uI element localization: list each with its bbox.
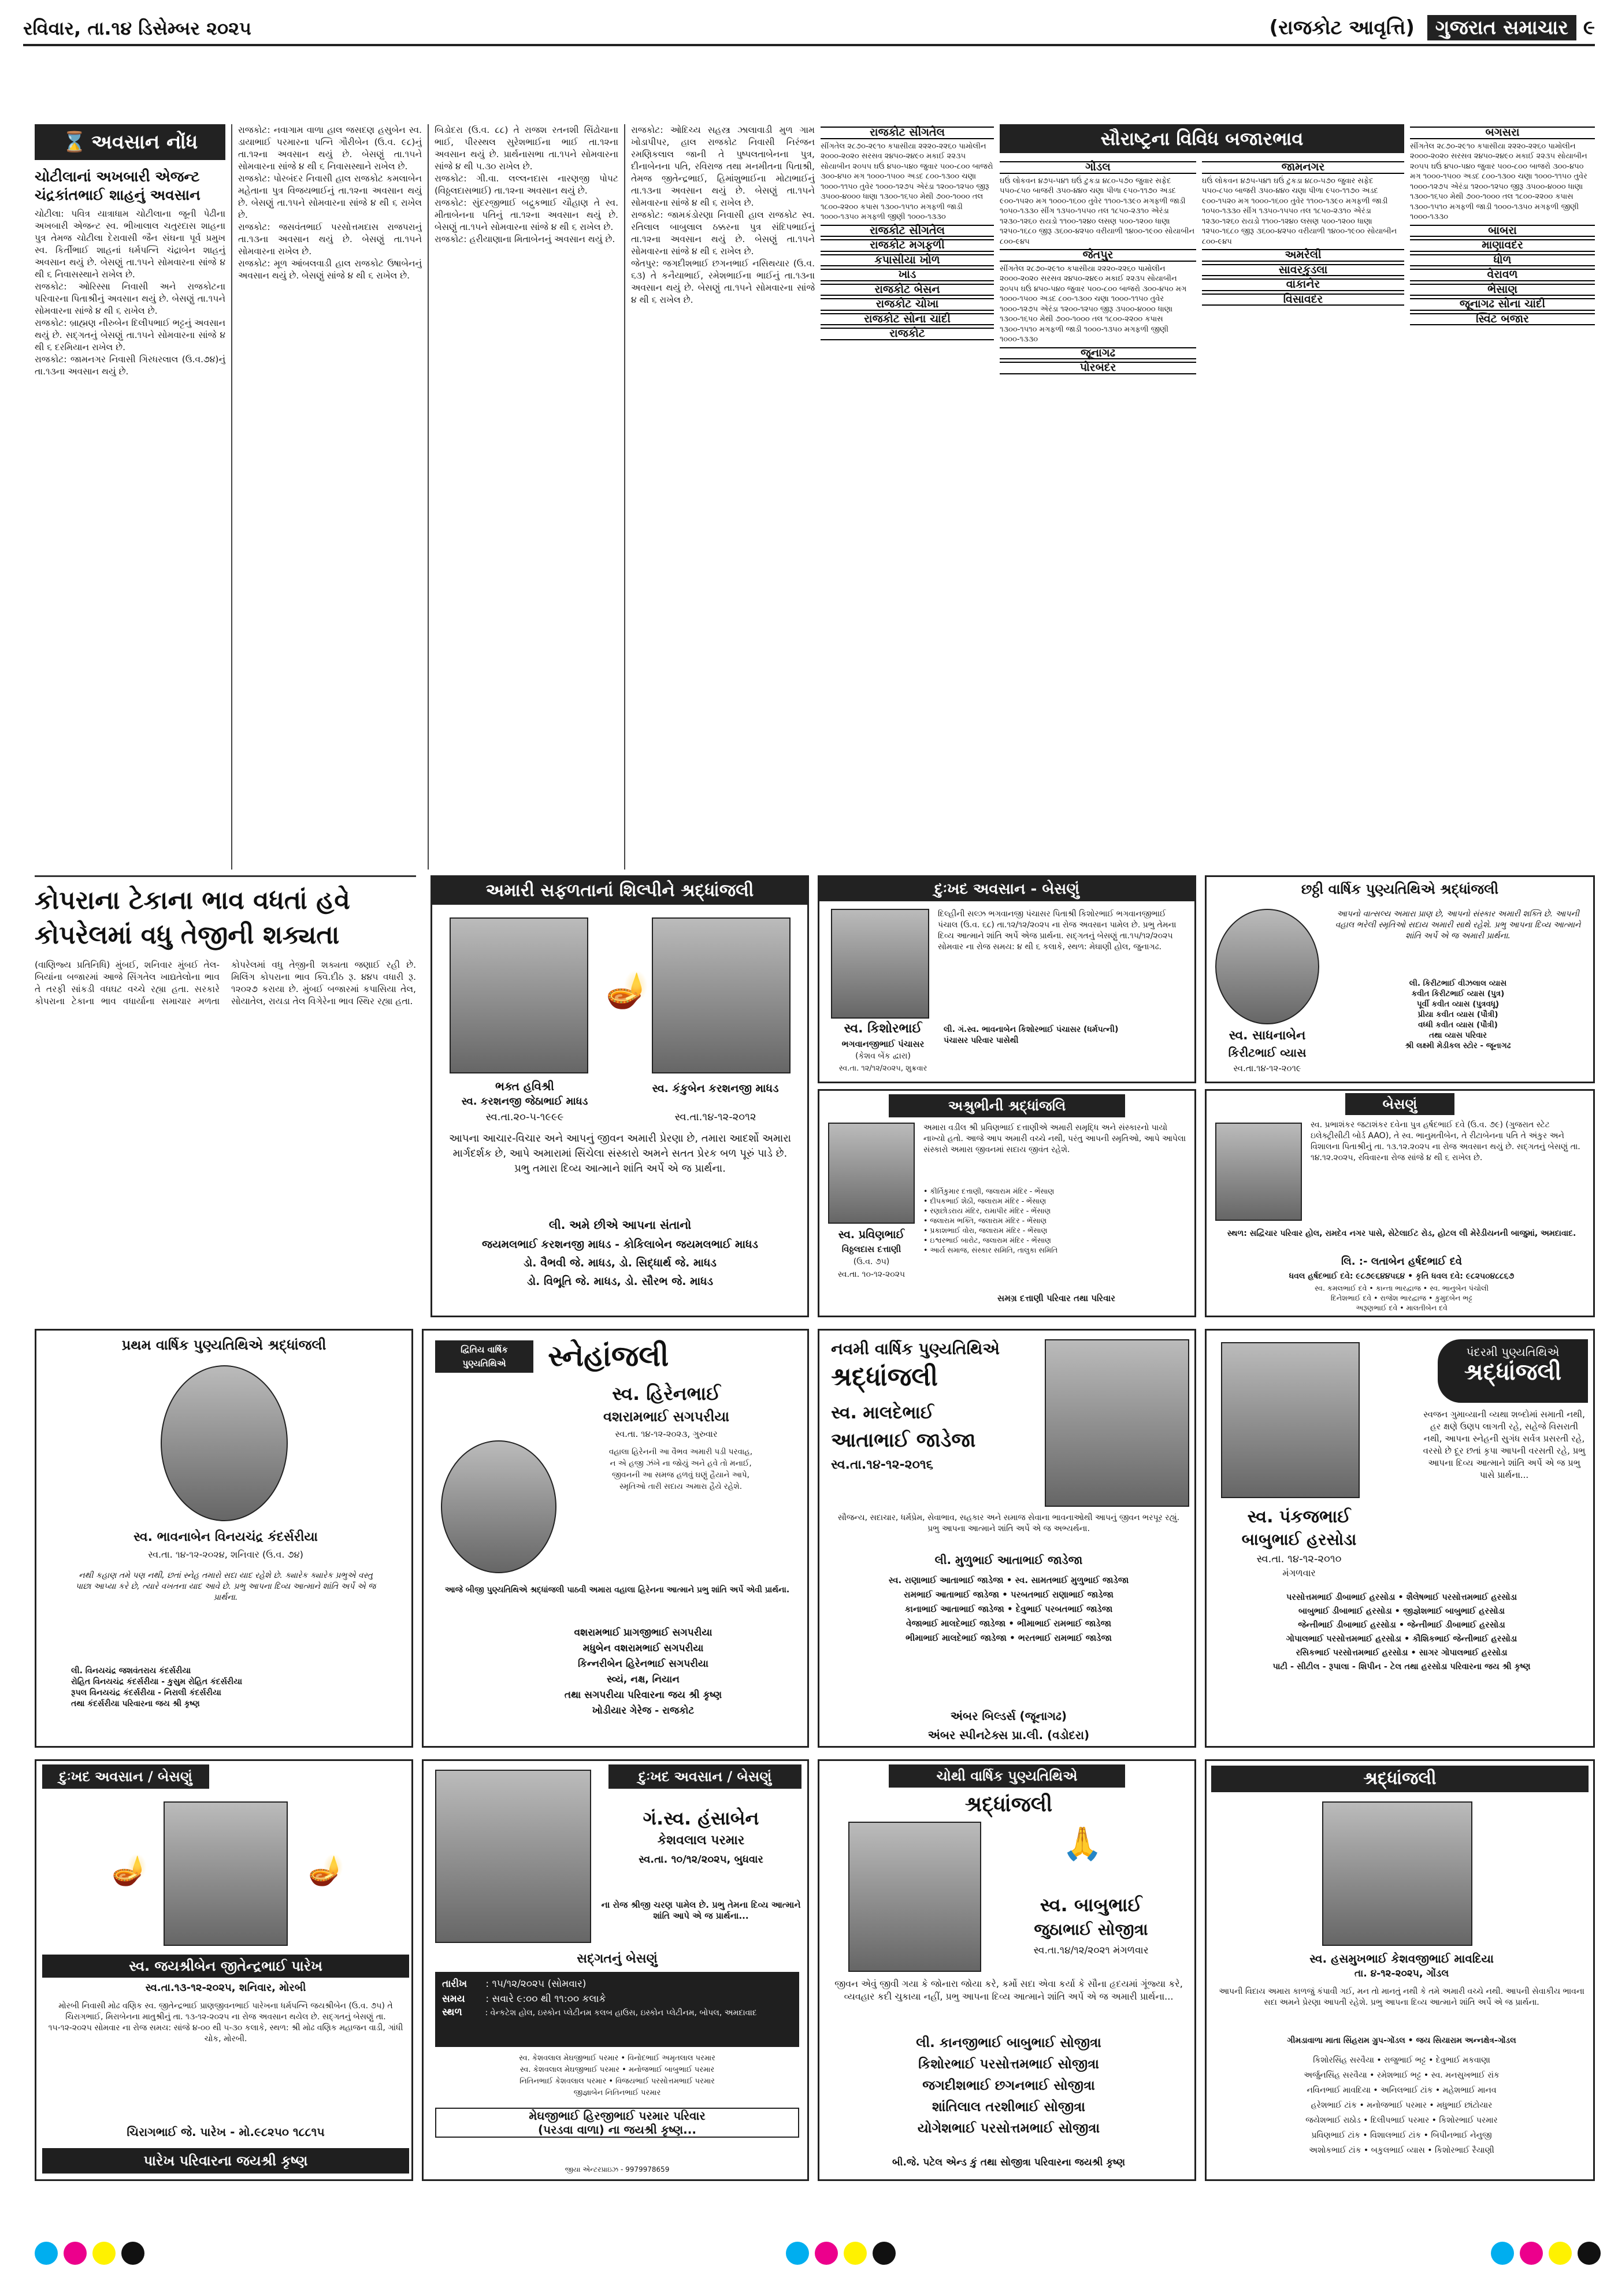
registration-mark-black (121, 2242, 144, 2265)
harshad-phones: ધવલ હર્ષદભાઈ દવે: ૯૮૭૯૬૪૪૫૬૪ • કૃતિ ધવલ દવે: ૯૮૨૫૦૪૮૮૬૭ (1289, 1272, 1515, 1281)
photo-pankajbhai (1221, 1342, 1360, 1498)
pravinbhai-ad (818, 1089, 1196, 1317)
malde-title: શ્રદ્ધાંજલી (831, 1362, 938, 1392)
jayshree-text: મોરબી નિવાસી મોઢ વણિક સ્વ. જીતેન્દ્રભાઈ પ્રાણજીવનભાઈ પારેખના ધર્મપત્નિ જયશ્રીબેન (ઉ.વ. ૭૫) તે ચિરાગભાઈ, મિરાબેનના માતુશ્રીનું તા. ૧૩-૧૨-૨૦૨૫ ના રોજ અવસાન થયેલ છે. સદ્ગતનું બેસણું તા. ૧૫-૧૨-૨૦૨૫ સોમવાર ના રોજ સમય: સાંજે ૪-૦૦ થી ૫-૩૦ કલાકે, સ્થળ: શ્રી મોઢ વણિક મહાજન વાડી, ગાંધી ચોક, મોરબી. (48, 2001, 403, 2044)
babu-footer: બી.જે. પટેલ એન્ડ કું તથા સોજીત્રા પરિવારના જયશ્રી કૃષ્ણ (892, 2157, 1126, 2168)
market-section: રાજકોટ (821, 328, 994, 340)
hansa-date-val: ૧૫/૧૨/૨૦૨૫ (સોમવાર) (492, 1978, 587, 1990)
harshad-names: સ્વ. કમલભાઈ દવે • કાન્તા ભારદ્વાજ • સ્વ. ભાનુબેન પંચોલી દિનેશભાઈ દવે • રાજેશ ભારદ્વાજ • કુમુદબેન ભટ્ટ અરૂણભાઈ દવે • માલતીબેન દવે (1314, 1284, 1489, 1312)
market-rates: ઘઉં લોકવન ૪૭૫-૫૪૧ ઘઉં ટુકડા ૪૮૦-૫૭૦ જુવાર સફેદ ૫૫૦-૮૫૦ બાજરી ૩૫૦-૪૪૦ ચણા પીળા ૯૫૦-૧૧૭૦ અડદ ૯૦૦-૧૫૨૦ મગ ૧૦૦૦-૧૬૦૦ તુવેર ૧૧૦૦-૧૩૯૦ મગફળી જાડી ૧૦૫૦-૧૩૩૦ સીંગ ૧૩૫૦-૧૫૫૦ તલ ૧૮૫૦-૨૩૧૦ એરંડા ૧૨૩૦-૧૨૬૦ રાયડો ૧૧૦૦-૧૨૪૦ લસણ ૫૦૦-૧૨૦૦ ધાણા ૧૨૫૦-૧૬૮૦ જીરૂ ૩૬૦૦-૪૨૫૦ વરીયાળી ૧૪૦૦-૧૯૦૦ સોયાબીન ૮૦૦-૯૪૫ (1202, 176, 1397, 246)
hiren-name: સ્વ. હિરેનભાઈ (612, 1383, 721, 1405)
market-section: વિસાવદર (1202, 293, 1404, 306)
hasmukh-place: ગીમડાવાળા માતા સિંહરામ ગ્રુપ-ગોંડલ • જય સિયારામ અન્નક્ષેત્ર-ગોંડલ (1287, 2036, 1516, 2045)
karshanji-title: ભક્ત હવિશ્રી (495, 1079, 555, 1093)
hasmukh-name: સ્વ. હસમુખભાઈ કેશવજીભાઈ માવદિયા (1309, 1952, 1494, 1966)
hansa-place-val: વેન્કટેશ હોલ, ઇસ્કોન પ્લેટીનમ કલબ હાઉસ, ઇસ્કોન પ્લેટીનમ, બોપલ, અમદાવાદ (490, 2008, 757, 2018)
tribute-sign-lead: લી. અમે છીએ આપના સંતાનો (548, 1218, 692, 1232)
hansa-date: સ્વ.તા. ૧૦/૧૨/૨૦૨૫, બુધવાર (639, 1853, 763, 1866)
hansa-place-label: સ્થળ (442, 2007, 462, 2018)
harshadbhai-ad (1205, 1089, 1595, 1317)
hansa-sign: સ્વ. કેશવલાલ મેઘજીભાઈ પરમાર • વિનોદભાઈ અમૃતલાલ પરમાર સ્વ. કેશવલાલ મેઘજીભાઈ પરમાર • મનોજભાઈ બાબુભાઈ પરમાર નિતિનભાઈ કેશવલાલ પરમાર • વિજયભાઈ પરસોત્તમભાઈ પરમાર જીજ્ઞાબેન નિતિનભાઈ પરમાર (519, 2054, 715, 2097)
registration-mark-black (1578, 2242, 1601, 2265)
photo-hasmukhbhai (1322, 1801, 1472, 1946)
kishor-sign: લી. ગં.સ્વ. ભાવનાબેન કિશોરભાઈ પંચાસર (ધર્મપત્ની) પંચાસર પરિવાર પાસેથી (944, 1025, 1119, 1045)
sadhanaben-name2: કિરીટભાઈ વ્યાસ (1228, 1046, 1307, 1060)
kankuben-name: સ્વ. કંકુબેન કરશનજી માધડ (652, 1082, 779, 1095)
market-section: પોરબંદર (1000, 362, 1196, 374)
header-date: રવિવાર, તા.૧૪ ડિસેમ્બર ૨૦૨૫ (23, 17, 251, 39)
jayshree-banner: દુઃખદ અવસાન / બેસણું (42, 1764, 209, 1789)
hiren-name2: વશરામભાઈ સગપરીયા (603, 1409, 729, 1425)
harshad-text: સ્વ. પ્રભાશંકર જટાશંકર દવેના પુત્ર હર્ષદભાઈ દવે (ઉ.વ. ૭૯) (ગુજરાત સ્ટેટ ઇલેક્ટ્રીસીટી બોર્ડ AAO), તે સ્વ. ભાનુમતીબેન, તે રીટાબેનના પતિ તે અંકુર અને વિશાલના પિતાશ્રીનું તા. ૧૩.૧૨.૨૦૨૫ ના રોજ અવસાન થયું છે. સદ્ગતનું બેસણું તા. ૧૪.૧૨.૨૦૨૫, રવિવારના રોજ સાંજે ૪ થી ૬ રાખેલ છે. (1311, 1120, 1580, 1162)
photo-kankuben (652, 917, 791, 1073)
pravin-list: • કીર્તિકુમાર દત્તાણી, જલારામ મંદિર - ભેંસાણ • દીપકભાઈ શેઠી, જલારામ મંદિર - ભેંસાણ • રણછોડરાય મંદિર, રામાપીર મંદિર - ભેંસાણ • જલારામ ભક્તિ, જલારામ મંદિર - ભેંસાણ • પ્રકાશભાઈ વોરા, જલારામ મંદિર - ભેંસાણ • ઇશ્વરભાઈ બારોટ, જલારામ મંદિર - ભેંસાણ • આર્ય સમાજ, સંસ્કાર સમિતિ, તાલુકા સમિતિ (923, 1187, 1058, 1254)
babu-title: શ્રદ્ધાંજલી (964, 1793, 1053, 1816)
bhavnaben-text: નથી કહાણ તમે પણ નથી, છતાં સ્નેહ તમારો સદા યાદ રહેશે છે. ક્યારેક ક્યારેક પ્રભુએ વસ્તુ પાછા આપ્યા કરે છે, ત્યારે વખતના યાદ આવે છે. પ્રભુ આપના દિવ્ય આત્માને શાંતિ અર્પે એ જ પ્રાર્થના. (75, 1571, 376, 1602)
market-title: સૌરાષ્ટ્રના વિવિધ બજારભાવ (1000, 124, 1404, 153)
hiren-heading: દ્વિતિય વાર્ષિક પુણ્યતિથિએ (435, 1340, 533, 1373)
obit-column-2: રાજકોટ: નવાગામ વાળા હાલ જસદણ હસુબેન સ્વ. ડાયાભાઈ પરમારના પત્નિ ગૌરીબેન (ઉ.વ. ૯૮)નું તા.૧૨ના અવસાન થયું છે. બેસણું તા.૧૫ને સોમવારના સાંજે ૪ થી ૬ નિવાસસ્થાને રાખેલ છે. રાજકોટ: પોરબંદર નિવાસી હાલ રાજકોટ કમલાબેન મહેતાના પુત્ર વિજયભાઈનું તા.૧૨ના અવસાન થયું છે. બેસણું તા.૧૫ને સોમવારના સાંજે ૪ થી ૬ રાખેલ છે. રાજકોટ: જસવંતભાઈ પરસોત્તમદાસ રાજપરાનું તા.૧૩ના અવસાન થયું છે. બેસણું તા.૧૫ને સોમવારના રાખેલ છે. રાજકોટ: મૂળ આંબલવાડી હાલ રાજકોટ ઉષાબેનનું અવસાન થયું છે. બેસણું સાંજે ૪ થી ૬ રાખેલ છે. (238, 125, 422, 281)
hasmukhbhai-ad (1205, 1759, 1595, 2181)
hasmukh-names: કિશોરસિંહ સરવૈયા • રાજુભાઈ ભટ્ટ • દેવુભાઈ મકવાણા અર્જુનસિંહ સરવૈયા • રમેશભાઈ ભટ્ટ • સ્વ. મનસુખભાઈ રાંક નવિનભાઈ માવદિયા • અનિલભાઈ ટાંક • મહેશભાઈ માનવ હરેશભાઈ ટાંક • મનોજભાઈ પરમાર • મધુભાઈ છાંટોયાર જયેશભાઈ રાઠોડ • દિલીપભાઈ પરમાર • કિશોરભાઈ પરમાર પ્રવિણભાઈ ટાંક • વિશાલભાઈ ટાંક • બિપીનભાઈ નેનુજી અશોકભાઈ ટાંક • બકુલભાઈ વ્યાસ • કિશોરભાઈ રૈયાણી (1304, 2056, 1500, 2155)
market-section: જેતપુર (1000, 249, 1196, 262)
market-section: વેરાવળ (1410, 269, 1595, 281)
market-section: ભેંસાણ (1410, 284, 1595, 296)
jayshreeben-ad (35, 1759, 413, 2181)
market-section: સ્વિટ બજાર (1410, 313, 1595, 326)
pravin-name2: વિઠ્ઠલદાસ દત્તાણી (841, 1244, 901, 1254)
kankuben-date: સ્વ.તા.૧૪-૧૨-૨૦૧૨ (674, 1111, 756, 1123)
maldebhai-ad (818, 1329, 1196, 1748)
obit-heading-box (35, 124, 225, 160)
header-right (1270, 16, 1595, 39)
hansa-footer: મેઘજીભાઈ હિરજીભાઈ પરમાર પરિવાર (પરડવા વાળા) ના જયશ્રી કૃષ્ણ... (435, 2108, 799, 2138)
jayshree-footer: પારેખ પરિવારના જયશ્રી કૃષ્ણ (42, 2148, 409, 2174)
pankaj-date: સ્વ.તા. ૧૪-૧૨-૨૦૧૦ (1256, 1553, 1342, 1565)
registration-mark-cyan (786, 2242, 809, 2265)
registration-mark-magenta (815, 2242, 838, 2265)
pankaj-day: મંગળવાર (1282, 1567, 1316, 1578)
market-section: રાજકોટ સીંગતેલ (821, 127, 994, 139)
harshad-place: સ્થળ: સદ્વિચાર પરિવાર હોલ, રામદેવ નગર પાસે, સેટેલાઈટ રોડ, હોટલ લી મેરેડીયનની બાજુમાં, અમદાવાદ. (1227, 1229, 1576, 1238)
babu-banner: ચોથી વાર્ષિક પુણ્યતિથિએ (889, 1764, 1125, 1788)
sadhanaben-sign: લી. કિરીટભાઈ વીઝલાલ વ્યાસ કવીત કિરીટભાઈ વ્યાસ (પુત્ર) પૂર્વી કવીત વ્યાસ (પુત્રવધૂ) પ્રીયા કવીત વ્યાસ (પૌત્રી) વધ્ધી કવીત વ્યાસ (પૌત્રી) તથા વ્યાસ પરિવાર શ્રી લક્ષ્મી મેડીકલ સ્ટોર - જૂનાગઢ (1405, 979, 1511, 1050)
photo-harshadbhai (1215, 1123, 1302, 1221)
kishor-banner: દુઃખદ અવસાન - બેસણું (819, 877, 1194, 901)
market-section: બાબરા (1410, 225, 1595, 237)
market-section: રાજકોટ સીંગતેલ (821, 225, 994, 237)
pravin-sign: સમગ્ર દત્તાણી પરિવાર તથા પરિવાર (997, 1293, 1115, 1303)
pankaj-title: શ્રદ્ધાંજલી (1464, 1359, 1562, 1385)
photo-hansaben (435, 1770, 591, 1943)
malde-sign: સ્વ. રાણાભાઈ આતાભાઈ જાડેજા • સ્વ. સામતભાઈ મુળુભાઈ જાડેજા રામભાઈ આતાભાઈ જાડેજા • પરબતભાઈ રાણાભાઈ જાડેજા કાનાભાઈ આતાભાઈ જાડેજા • દેવુભાઈ પરબતભાઈ જાડેજા વેજાભાઈ માલદેભાઈ જાડેજા • ભીમાભાઈ રામભાઈ જાડેજા ભીમાભાઈ માલદેભાઈ જાડેજા • ભરતભાઈ રામભાઈ જાડેજા (888, 1575, 1129, 1643)
photo-pravinbhai (828, 1123, 915, 1224)
section-rule (35, 875, 416, 877)
hansa-besanu-table: તારીખ : ૧૫/૧૨/૨૦૨૫ (સોમવાર) સમય : સવારે ૯:૦૦ થી ૧૧:૦૦ કલાકે સ્થળ : વેન્કટેશ હોલ, ઇસ્કોન પ્લેટીનમ કલબ હાઉસ, ઇસ્કોન પ્લેટીનમ, બોપલ, અમદાવાદ (435, 1972, 799, 2047)
photo-sadhanaben (1215, 909, 1319, 1024)
hiren-line: આજે બીજી પુણ્યતિથિએ શ્રદ્ધાંજલી પાઠવી અમારા વહાલા હિરેનના આત્માને પ્રભુ શાંતિ અર્પે એવી પ્રાર્થના. (444, 1585, 790, 1595)
market-rates: સીંગતેલ ૨૮૭૦-૨૯૧૦ કપાસીયા ૨૨૨૦-૨૨૬૦ પામોલીન ૨૦૦૦-૨૦૨૦ સરસવ ૨૪૫૦-૨૪૯૦ મકાઈ ૨૨૩૫ સોયાબીન ૨૦૫૫ ઘઉં ૪૫૦-૫૪૦ જુવાર ૫૦૦-૮૦૦ બાજરો ૩૦૦-૪૫૦ મગ ૧૦૦૦-૧૫૦૦ અડદ ૮૦૦-૧૩૦૦ ચણા ૧૦૦૦-૧૧૫૦ તુવેર ૧૦૦૦-૧૨૭૫ એરંડા ૧૨૦૦-૧૨૫૦ જીરૂ ૩૫૦૦-૪૦૦૦ ધાણા ૧૩૦૦-૧૬૫૦ મેથી ૭૦૦-૧૦૦૦ તલ ૧૮૦૦-૨૨૦૦ કપાસ ૧૩૦૦-૧૫૧૦ મગફળી જાડી ૧૦૦૦-૧૩૫૦ મગફળી જીણી ૧૦૦૦-૧૩૩૦ (821, 142, 993, 221)
hansa-credit: જીયા એન્ટરપ્રાઇઝ - 9979978659 (565, 2165, 670, 2174)
pravin-age: (ઉ.વ. ૭૫) (853, 1257, 890, 1266)
sadhanaben-text: આપનો વાત્સલ્ય અમારા પ્રાણ છે, આપનો સંસ્કાર અમારી શક્તિ છે. આપની વહાલ ભરેલી સ્મૃતિઓ સદાય અમારી સાથે રહેશે. પ્રભુ આપના દિવ્ય આત્માને શાંતિ અર્પે એ જ અમારી પ્રાર્થના. (1335, 909, 1581, 941)
tribute-banner: અમારી સફળતાનાં શિલ્પીને શ્રદ્ધાંજલી (432, 877, 807, 905)
bhavnaben-ad (35, 1329, 413, 1748)
pankaj-heading: પંદરમી પુણ્યતિથિએ (1466, 1345, 1560, 1359)
market-section: માણાવદર (1410, 239, 1595, 252)
photo-hirenbhai (441, 1440, 556, 1573)
hiren-sign: વશરામભાઈ પ્રાગજીભાઈ સગપરીયા મધુબેન વશરામભાઈ સગપરીયા કિન્નરીબેન હિરેનભાઈ સગપરીયા સ્વ્યં, નક્ષ, નિયાન તથા સગપરીયા પરિવારના જય શ્રી કૃષ્ણ ખોડીયાર ગેરેજ - રાજકોટ (564, 1627, 722, 1717)
hansa-time-val: સવારે ૯:૦૦ થી ૧૧:૦૦ કલાકે (492, 1993, 606, 2005)
kishor-date: સ્વ.તા. ૧૨/૧૨/૨૦૨૫, શુક્રવાર (838, 1064, 927, 1073)
hansa-text: ના રોજ શ્રીજી ચરણ પામેલ છે. પ્રભુ તેમના દિવ્ય આત્માને શાંતિ આપે એ જ પ્રાર્થના... (601, 1900, 801, 1921)
registration-mark-black (873, 2242, 896, 2265)
market-section: ધોળ (1410, 254, 1595, 267)
tribute-sign: જયમલભાઈ કરશનજી માધડ - કોકિલાબેન જયમલભાઈ માધડ ડો. વૈભવી જે. માધડ, ડો. સિદ્ધાર્થ જે. માધડ ડો. વિભૂતિ જે. માધડ, ડો. સૌરભ જે. માધડ (482, 1238, 758, 1288)
lamp-icon-right: 🪔 (308, 1853, 344, 1887)
market-section: વાંકાનેર (1202, 278, 1404, 291)
malde-name2: આતાભાઈ જાડેજા (831, 1429, 976, 1452)
malde-footer-1: અંબર બિલ્ડર્સ (જૂનાગઢ) (950, 1709, 1067, 1723)
hansa-banner: દુઃખદ અવસાન / બેસણું (608, 1764, 801, 1789)
hasmukh-date: તા. ૪-૧૨-૨૦૨૫, ગોંડલ (1354, 1968, 1449, 1979)
hiren-title: સ્નેહાંજલી (548, 1339, 669, 1373)
hiren-date: સ્વ.તા. ૧૪-૧૨-૨૦૨૩, ગુરુવાર (615, 1429, 718, 1439)
market-section: બગસરા (1410, 127, 1595, 139)
pankaj-poem: સ્વજન ગુમાવ્યાની વ્યથા શબ્દોમાં સમાતી નથી, હર ક્ષણે ઉણપ લાગતી રહે, સહેજે વિસરાતી નથી, આપના સ્નેહની સુગંધ સર્વત્ર પ્રસરતી રહે, વરસો છે દૂર છતાં કૃપા આપની વરસતી રહે, પ્રભુ આપના દિવ્ય આત્માને શાંતિ અર્પે એ જ પ્રભુ પાસે પ્રાર્થના... (1423, 1409, 1586, 1480)
lamp-icon-left: 🪔 (112, 1853, 148, 1887)
hansa-name: ગં.સ્વ. હંસાબેન (643, 1807, 759, 1829)
hasmukh-banner: શ્રદ્ધાંજલી (1211, 1766, 1589, 1792)
pravin-name: સ્વ. પ્રવિણભાઈ (838, 1228, 905, 1241)
hiren-poem: વહાલા હિરેનની આ વૈભવ અમારી પડી પરવાહ, ન એ હજી ઝંખે ના જોયું અને હવે તો મનાઈ, જીવનની આ સમજ હળવું ઘણું હૈયાને આપે, સ્મૃતિઓ તારી સદાય અમારા હૈયે રહેશે. (608, 1447, 753, 1491)
kopra-headline-2: કોપરેલમાં વધુ તેજીની શક્યતા (35, 920, 340, 950)
obit-heading: અવસાન નોંધ (91, 131, 198, 154)
market-section: અમરેલી (1202, 249, 1404, 262)
kishor-place: (કેશવ બેંક દ્વારા) (855, 1052, 911, 1061)
market-section: રાજકોટ બેસન (821, 284, 994, 296)
pravin-banner: અશ્રુભીની શ્રદ્ધાંજલિ (889, 1094, 1125, 1117)
sadhanaben-ad (1205, 875, 1595, 1083)
market-section: જૂનાગઢ સોના ચાંદી (1410, 298, 1595, 311)
harshad-sign: લિ. :- લતાબેન હર્ષદભાઈ દવે (1341, 1255, 1462, 1268)
malde-sign-lead: લી. મુળુભાઈ આતાભાઈ જાડેજા (934, 1553, 1083, 1567)
registration-mark-yellow (844, 2242, 867, 2265)
malde-footer-2: અંબર સ્પીનટેક્સ પ્રા.લી. (વડોદરા) (927, 1728, 1090, 1742)
market-section: કપાસીયા ખોળ (821, 254, 994, 267)
kishor-name2: ભગવાનજીભાઈ પંચાસર (841, 1039, 925, 1049)
babu-name: સ્વ. બાબુભાઈ (1040, 1894, 1142, 1916)
malde-heading: નવમી વાર્ષિક પુણ્યતિથિએ (831, 1339, 1000, 1358)
market-rates: ઘઉં લોકવન ૪૭૫-૫૪૧ ઘઉં ટુકડા ૪૮૦-૫૭૦ જુવાર સફેદ ૫૫૦-૮૫૦ બાજરી ૩૫૦-૪૪૦ ચણા પીળા ૯૫૦-૧૧૭૦ અડદ ૯૦૦-૧૫૨૦ મગ ૧૦૦૦-૧૬૦૦ તુવેર ૧૧૦૦-૧૩૯૦ મગફળી જાડી ૧૦૫૦-૧૩૩૦ સીંગ ૧૩૫૦-૧૫૫૦ તલ ૧૮૫૦-૨૩૧૦ એરંડા ૧૨૩૦-૧૨૬૦ રાયડો ૧૧૦૦-૧૨૪૦ લસણ ૫૦૦-૧૨૦૦ ધાણા ૧૨૫૦-૧૬૮૦ જીરૂ ૩૬૦૦-૪૨૫૦ વરીયાળી ૧૪૦૦-૧૯૦૦ સોયાબીન ૮૦૦-૯૪૫ (1000, 176, 1195, 246)
obit-column-3: બિડોદરા (ઉ.વ. ૮૮) તે રાજશ રતનશી સિંઢોચાના ભાઈ, પીરસ્થલ સુરેશભાઈના ભાઈ તા.૧૨ના અવસાન થયું છે. પ્રાર્થનાસભા તા.૧૫ને સોમવારના સાંજે ૪ થી ૫.૩૦ રાખેલ છે. રાજકોટ: ગી.વા. લલ્લનદાસ નારણજી પોપટ (વિઠ્ઠલદાસભાઈ) તા.૧૨ના અવસાન થયું છે. રાજકોટ: સુંદરજીભાઈ બદ્રુકભાઈ ચૌહાણ તે સ્વ. મીતાબેનના પતિનું તા.૧૨ના અવસાન થયું છે. બેસણું તા.૧૫ને સોમવારના સાંજે ૪ થી ૬ રાખેલ છે. રાજકોટ: હરીયાણાના મિતાબેનનું અવસાન થયું છે. (435, 125, 618, 244)
diya-icon: 🪔 (606, 970, 649, 1010)
kishor-text: દિલ્હીની સલ્ઝ ભગવાનજી પંચાસર પિતાશ્રી કિશોરભાઈ ભગવાનજીભાઈ પંચાલ (ઉ.વ. ૬૮) તા.૧૨/૧૨/૨૦૨૫ ના રોજ અવસાન પામેલ છે. પ્રભુ તેમના દિવ્ય આત્માને શાંતિ અર્પે એજ પ્રાર્થના. સદ્ગતનું બેસણું તા.૧૫/૧૨/૨૦૨૫ સોમવાર ના રોજ સમય: ૪ થી ૬ કલાકે, સ્થળ: મેઘાણી હોલ, જુનાગઢ. (938, 909, 1177, 952)
obit-column-1: ચોટીલા: પવિત્ર યાત્રાધામ ચોટીલાના જૂની પેઢીના અખબારી એજન્ટ સ્વ. ભીખાલાલ ચતુરદાસ શાહના પુત્ર તેમજ ચોટીલા દેરાવાસી જૈન સંઘના પૂર્વ પ્રમુખ સ્વ. કિર્તીભાઈ શાહનાં ધર્મપત્નિ ચંદ્રાબેન શાહનું અવસાન થયું છે. બેસણું તા.૧૫ને સોમવારના સાંજે ૪ થી ૬ નિવાસસ્થાને રાખેલ છે. રાજકોટ: ઓરિસ્સા નિવાસી અને રાજકોટના પરિવારના પિતાશ્રીનું અવસાન થયું છે. બેસણું તા.૧૫ને સોમવારના સાંજે ૪ થી ૬ રાખેલ છે. રાજકોટ: બ્રાહ્મણ નીરુબેન દિલીપભાઈ ભટ્ટનું અવસાન થયું છે. સદ્ગતનું બેસણું તા.૧૫ને સોમવારના સાંજે ૪ થી ૬ દરમિયાન રાખેલ છે. રાજકોટ: જામનગર નિવાસી ગિરધરલાલ (ઉ.વ.૭૪)નું તા.૧૩ના અવસાન થયું છે. (35, 209, 225, 377)
babu-name2: જુઠાભાઈ સોજીત્રા (1034, 1920, 1148, 1939)
hansa-name2: કેશવલાલ પરમાર (657, 1833, 745, 1848)
market-rates: સીંગતેલ ૨૮૭૦-૨૯૧૦ કપાસીયા ૨૨૨૦-૨૨૬૦ પામોલીન ૨૦૦૦-૨૦૨૦ સરસવ ૨૪૫૦-૨૪૯૦ મકાઈ ૨૨૩૫ સોયાબીન ૨૦૫૫ ઘઉં ૪૫૦-૫૪૦ જુવાર ૫૦૦-૮૦૦ બાજરો ૩૦૦-૪૫૦ મગ ૧૦૦૦-૧૫૦૦ અડદ ૮૦૦-૧૩૦૦ ચણા ૧૦૦૦-૧૧૫૦ તુવેર ૧૦૦૦-૧૨૭૫ એરંડા ૧૨૦૦-૧૨૫૦ જીરૂ ૩૫૦૦-૪૦૦૦ ધાણા ૧૩૦૦-૧૬૫૦ મેથી ૭૦૦-૧૦૦૦ તલ ૧૮૦૦-૨૨૦૦ કપાસ ૧૩૦૦-૧૫૧૦ મગફળી જાડી ૧૦૦૦-૧૩૫૦ મગફળી જીણી ૧૦૦૦-૧૩૩૦ (1000, 264, 1187, 344)
market-col-b (1202, 159, 1404, 870)
pravin-text: અમારા વડીલ શ્રી પ્રવિણભાઈ દત્તાણીએ અમારી સમૃદ્ધિ અને સંસ્કારનો પાયો નાખ્યો હતો. આજે આપ અમારી વચ્ચે નથી, પરંતુ આપની સ્મૃતિઓ, આપે આપેલા સંસ્કારો અમારા જીવનમાં સદાય જીવંત રહેશે. (923, 1123, 1186, 1154)
sadhanaben-banner: છઠ્ઠી વાર્ષિક પુણ્યતિથિએ શ્રદ્ધાંજલી (1301, 881, 1499, 897)
babu-sign: લી. કાનજીભાઈ બાબુભાઈ સોજીત્રા કિશોરભાઈ પરસોત્તમભાઈ સોજીત્રા જગદીશભાઈ છગનભાઈ સોજીત્રા શાંતિલાલ તરશીભાઈ સોજીત્રા યોગેશભાઈ પરસોત્તમભાઈ સોજીત્રા (916, 2035, 1101, 2136)
page-number: ૯ (1583, 16, 1595, 39)
sadhanaben-date: સ્વ.તા.૧૪-૧૨-૨૦૧૯ (1233, 1063, 1301, 1073)
photo-jayshreeben (164, 1801, 288, 1946)
hirenbhai-ad (422, 1329, 809, 1748)
hansa-date-label: તારીખ (442, 1978, 467, 1990)
babu-date: સ્વ.તા.૧૪/૧૨/૨૦૨૧ મંગળવાર (1033, 1945, 1149, 1956)
malde-name: સ્વ. માલદેભાઈ (831, 1403, 934, 1423)
hansa-besanu-head: સદ્ગતનું બેસણું (577, 1952, 658, 1966)
harshad-banner: બેસણું (1345, 1093, 1454, 1115)
tribute-body: આપના આચાર-વિચાર અને આપનું જીવન અમારી પ્રેરણા છે, તમારા આદર્શો અમારા માર્ગદર્શક છે, આપે અમારામાં સિંચેલા સંસ્કારો અમને સતત પ્રેરક બળ પૂરું પાડે છે. પ્રભુ તમારા દિવ્ય આત્માને શાંતિ અર્પે એ જ પ્રાર્થના. (449, 1132, 791, 1175)
photo-bhavnaben (161, 1365, 288, 1521)
pankajbhai-ad (1205, 1329, 1595, 1748)
registration-mark-cyan (1491, 2242, 1514, 2265)
market-rates: સીંગતેલ ૨૮૭૦-૨૯૧૦ કપાસીયા ૨૨૨૦-૨૨૬૦ પામોલીન ૨૦૦૦-૨૦૨૦ સરસવ ૨૪૫૦-૨૪૯૦ મકાઈ ૨૨૩૫ સોયાબીન ૨૦૫૫ ઘઉં ૪૫૦-૫૪૦ જુવાર ૫૦૦-૮૦૦ બાજરો ૩૦૦-૪૫૦ મગ ૧૦૦૦-૧૫૦૦ અડદ ૮૦૦-૧૩૦૦ ચણા ૧૦૦૦-૧૧૫૦ તુવેર ૧૦૦૦-૧૨૭૫ એરંડા ૧૨૦૦-૧૨૫૦ જીરૂ ૩૫૦૦-૪૦૦૦ ધાણા ૧૩૦૦-૧૬૫૦ મેથી ૭૦૦-૧૦૦૦ તલ ૧૮૦૦-૨૨૦૦ કપાસ ૧૩૦૦-૧૫૧૦ મગફળી જાડી ૧૦૦૦-૧૩૫૦ મગફળી જીણી ૧૦૦૦-૧૩૩૦ (1410, 142, 1587, 221)
malde-date: સ્વ.તા.૧૪-૧૨-૨૦૧૬ (831, 1458, 933, 1472)
bhavnaben-name: સ્વ. ભાવનાબેન વિનયચંદ્ર કંદર્સરીયા (133, 1530, 318, 1544)
praying-hands-icon: 🙏 (1062, 1825, 1103, 1863)
obit-column-4: રાજકોટ: ઓદિચ્ય સહસ્ત્ર ઝાલાવાડી મુળ ગામ ખોડાપીપર, હાલ રાજકોટ નિવાસી નિરંજન રમણિકલાલ જાની તે પુષ્પલતાબેનના પુત્ર, દીનાબેનના પતિ, રવિરાજ તથા મનમીતના પિતાશ્રી, તેમજ જીતેન્દ્રભાઈ, હિમાંશુભાઈના મોટાભાઈનું તા.૧૩ના અવસાન થયું છે. બેસણું તા.૧૫ને સોમવારના સાંજે ૪ થી ૬ રાખેલ છે. રાજકોટ: જામકંડોરણા નિવાસી હાલ રાજકોટ સ્વ. રતિલાલ બાબુલાલ ઠક્કરના પુત્ર સંદિપભાઈનું તા.૧૨ના અવસાન થયું છે. બેસણું તા.૧૫ને સોમવારના સાંજે ૪ થી ૬ રાખેલ છે. જેતપુર: જગદીશભાઈ છગનભાઈ નસિથયાર (ઉ.વ. ૬૩) તે કનૈયાભાઈ, રમેશભાઈના ભાઈનું તા.૧૩ના અવસાન થયું છે. બેસણું તા.૧૫ને સોમવારના સાંજે ૪ થી ૬ રાખેલ છે. (631, 125, 815, 305)
pankaj-sign: પરસોત્તમભાઈ ડીબાભાઈ હરસોડા • શૈલેષભાઈ પરસોત્તમભાઈ હરસોડા બાબુભાઈ ડીબાભાઈ હરસોડા • જીજ્ઞેશભાઈ બાબુભાઈ હરસોડા જેન્તીભાઈ ડીબાભાઈ હરસોડા • જેન્તીભાઈ ડીબાભાઈ હરસોડા ગોપાલભાઈ પરસોત્તમભાઈ હરસોડા • કૌશિકભાઈ જેન્તીભાઈ હરસોડા રસિકભાઈ પરસોત્તમભાઈ હરસોડા • સાગર ગોપાલભાઈ હરસોડા પાટી - સીટીલ - રૂપાલા - શિપીન - ટેલ તથા હરસોડા પરિવારના જય શ્રી કૃષ્ણ (1272, 1593, 1531, 1671)
registration-mark-magenta (1520, 2242, 1543, 2265)
babubhai-ad (818, 1759, 1196, 2181)
bhavnaben-sign: લી. વિનયચંદ્ર જશવંતરાય કંદર્સરીયા રોહિત વિનયચંદ્ર કંદર્સરીયા - કુસુમ રોહિત કંદર્સરીયા રૂપલ વિનયચંદ્ર કંદર્સરીયા - નિરાલી કંદર્સરીયા તથા કંદર્સરીયા પરિવારના જય શ્રી કૃષ્ણ (71, 1666, 243, 1708)
market-col-c (1410, 124, 1595, 870)
market-section: ગોંડલ (1000, 161, 1196, 174)
market-left-columns (821, 124, 994, 870)
photo-karshanji (450, 917, 588, 1073)
babu-text: જીવન એવું જીવી ગયા કે જોનારા જોયા કરે, કર્મો સદા એવા કર્યા કે સૌના હૃદયમાં ગૂંજ્યા કરે, વ્યવહાર કદી ચુકાયા નહીં, પ્રભુ આપના દિવ્ય આત્માને શાંતિ અર્પે એ જ અમારી પ્રાર્થના... (834, 1978, 1183, 2002)
registration-mark-yellow (1549, 2242, 1572, 2265)
edition-label: (રાજકોટ આવૃત્તિ) (1269, 16, 1415, 39)
registration-mark-yellow (92, 2242, 116, 2265)
hourglass-icon: ⌛ (62, 131, 87, 154)
jayshree-phone: ચિરાગભાઈ જે. પારેખ - મો.૯૮૨૫૦ ૧૮૮૧૫ (127, 2125, 325, 2139)
malde-text: સૌજન્ય, સદાચાર, ધર્મપ્રેમ, સેવાભાવ, સહકાર અને સમાજ સેવાના ભાવનાઓથી આપનું જીવન ભરપૂર રહ્યું. પ્રભુ આપના આત્માને શાંતિ અર્પે એ જ અભ્યર્થના. (837, 1513, 1180, 1533)
jayshree-date: સ્વ.તા.૧૩-૧૨-૨૦૨૫, શનિવાર, મોરબી (145, 1982, 306, 1994)
pankaj-name2: બાબુભાઈ હરસોડા (1241, 1530, 1357, 1549)
pankaj-header (1438, 1339, 1588, 1403)
market-section: જૂનાગઢ (1000, 347, 1196, 360)
market-section: રાજકોટ મગફળી (821, 239, 994, 252)
pravin-date: સ્વ.તા. ૧૦-૧૨-૨૦૨૫ (837, 1270, 906, 1279)
jayshree-name: સ્વ. જયશ્રીબેન જીતેન્દ્રભાઈ પારેખ (42, 1955, 409, 1978)
kopra-body: (વાણિજ્ય પ્રતિનિધિ) મુંબઈ, શનિવાર મુંબઈ તેલ-બિયાંના બજારમાં આજે સિંગતેલ ખાદ્યતેલોના ભાવ તે તરફી સાંકડી વધઘટ વચ્ચે રહ્યા હતા. સરકારે કોપરાના ટેકાના ભાવ વધાર્યાના સમાચાર મળતા કોપરેલમાં વધુ તેજીની શક્યતા જણાઈ રહી છે. મિલિંગ કોપરાના ભાવ ક્વિ.દીઠ રૂ. ૪૪૫ વધારી રૂ. ૧૨૦૨૭ કરાયા છે. મુંબઈ બજારમાં કપાસિયા તેલ, સોયાતેલ, રાયડા તેલ વિગેરેના ભાવ સ્થિર રહ્યા હતા. (35, 960, 416, 1006)
market-section: ખાંડ (821, 269, 994, 281)
hasmukh-text: આપની વિદાય અમારા કાળજું કંપાવી ગઈ, મન તો માનતું નથી કે તમે અમારી વચ્ચે નથી. આપની સેવાકીય ભાવના સદા અમને પ્રેરણા આપતી રહેશે. પ્રભુ આપના દિવ્ય આત્માને શાંતિ અર્પે એ જ પ્રાર્થના. (1219, 1987, 1584, 2007)
photo-maldebhai (1045, 1339, 1189, 1507)
sadhanaben-name: સ્વ. સાધનાબેન (1229, 1028, 1306, 1043)
color-registration-strip (35, 2242, 1595, 2271)
market-section: સાવરકુંડલા (1202, 264, 1404, 277)
kishor-name: સ્વ. કિશોરભાઈ (844, 1021, 922, 1036)
market-section: જામનગર (1202, 161, 1404, 174)
column-divider (428, 124, 429, 870)
column-divider (231, 124, 232, 870)
photo-kishorbhai (831, 909, 929, 1019)
hansaben-ad (422, 1759, 809, 2181)
registration-mark-magenta (64, 2242, 87, 2265)
bhavnaben-heading: પ્રથમ વાર્ષિક પુણ્યતિથિએ શ્રદ્ધાંજલી (121, 1337, 326, 1353)
newspaper-logo: ગુજરાત સમાચાર (1427, 15, 1576, 40)
hiren-header (435, 1339, 799, 1374)
registration-mark-cyan (35, 2242, 58, 2265)
page-header (23, 13, 1595, 46)
kopra-headline-1: કોપરાના ટેકાના ભાવ વધતાં હવે (35, 886, 350, 915)
photo-babubhai (848, 1822, 981, 1972)
market-section: રાજકોટ ચોખા (821, 298, 994, 311)
market-col-a (1000, 159, 1196, 870)
kishorbhai-ad (818, 875, 1196, 1083)
bhavnaben-date: સ્વ.તા. ૧૪-૧૨-૨૦૨૪, શનિવાર (ઉ.વ. ૭૪) (148, 1549, 303, 1560)
market-section: રાજકોટ સોના ચાંદી (821, 313, 994, 326)
karshanji-name: સ્વ. કરશનજી જેઠાભાઈ માધડ (461, 1095, 588, 1108)
pankaj-name: સ્વ. પંકજભાઈ (1247, 1507, 1351, 1527)
tribute-shilpi-ad (431, 875, 809, 1317)
karshanji-date: સ્વ.તા.૨૦-૫-૧૯૯૯ (485, 1111, 564, 1123)
market-col-d (1410, 745, 1411, 746)
hansa-time-label: સમય (442, 1993, 465, 2005)
obit-lead-title: ચોટીલાનાં અખબારી એજન્ટ ચંદ્રકાંતભાઈ શાહનું અવસાન (35, 168, 201, 203)
column-divider (624, 124, 625, 870)
